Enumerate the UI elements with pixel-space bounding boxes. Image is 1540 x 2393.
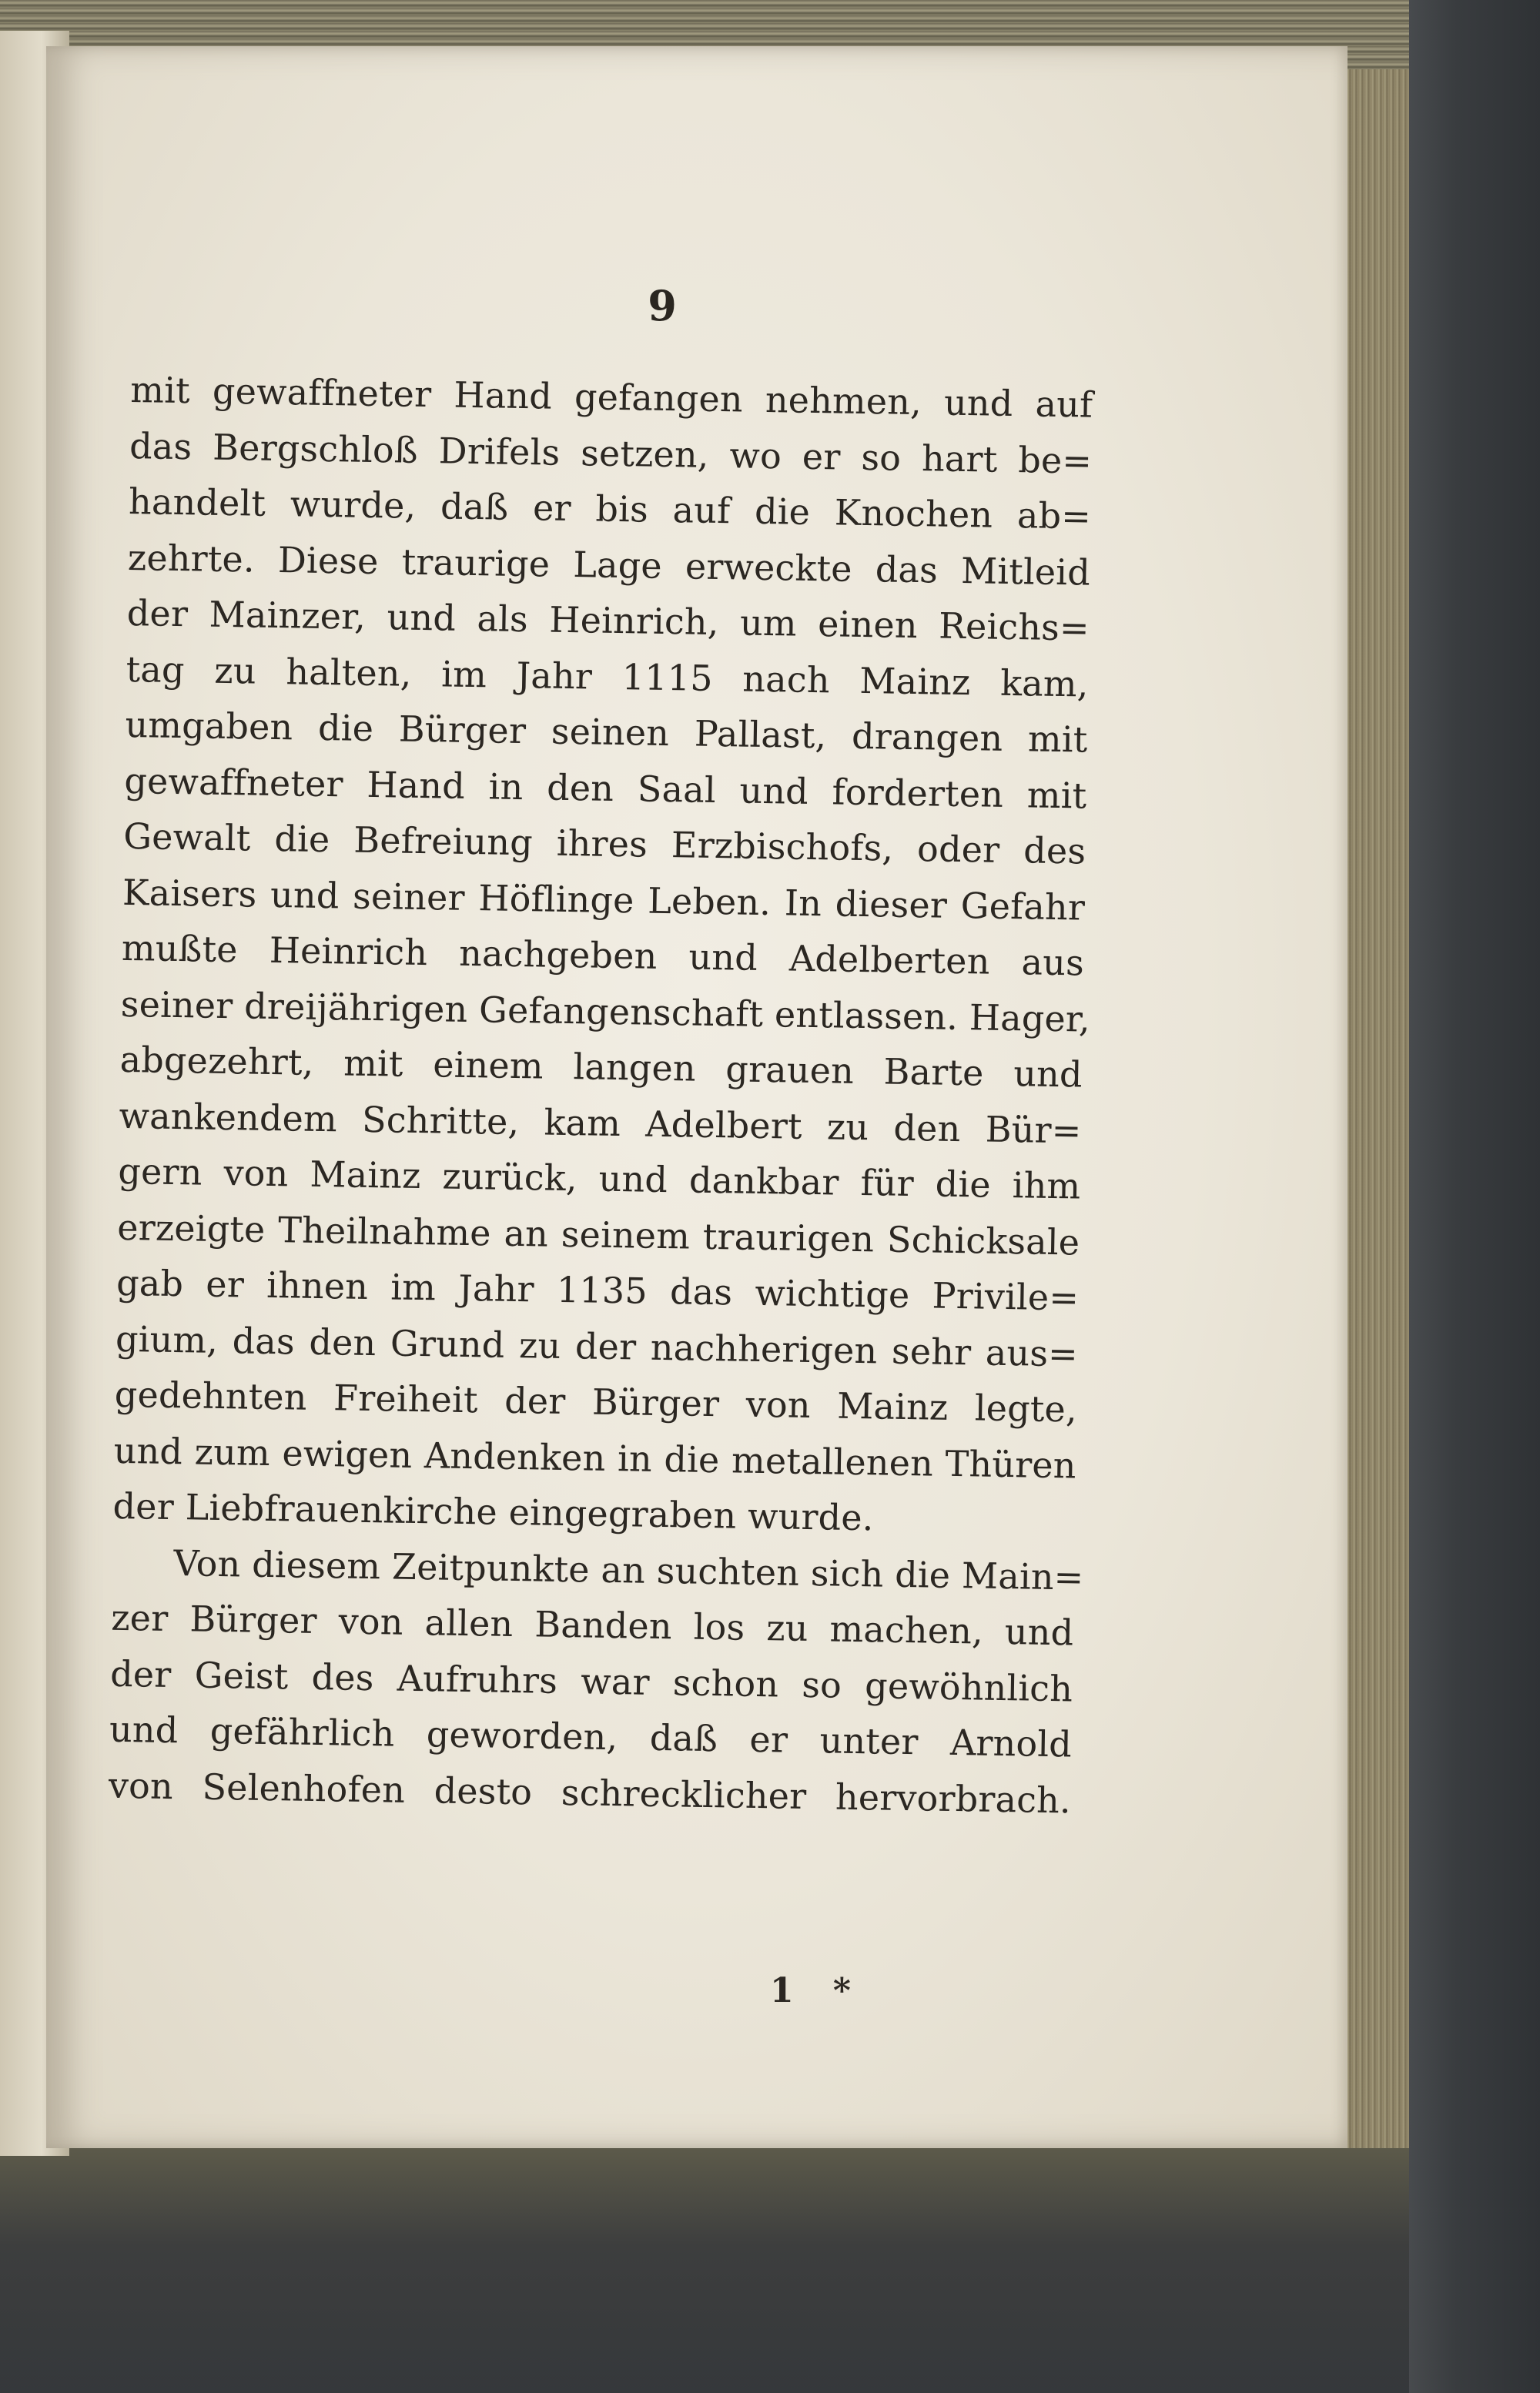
text-line: umgaben die Bürger seinen Pallast, drangen mit [125,703,1088,761]
text-line: und gefährlich geworden, daß er unter Arnold [109,1708,1073,1765]
book-bottom-edge [0,2148,1409,2393]
text-line: Von diesem Zeitpunkte an suchten sich die Main= [173,1541,1084,1598]
text-line: gedehnten Freiheit der Bürger von Mainz legte, [114,1373,1078,1431]
text-line: das Bergschloß Drifels setzen, wo er so hart be= [129,424,1093,482]
text-line: der Liebfrauenkirche eingegraben wurde. [112,1484,874,1539]
text-line: Gewalt die Befreiung ihres Erzbischofs, oder des [122,815,1086,872]
text-line: von Selenhofen desto schrecklicher hervorbrach. [108,1764,1072,1821]
text-line: zehrte. Diese traurige Lage erweckte das Mitleid [127,536,1091,594]
signature-mark: 1 * [770,1971,865,2010]
text-line: wankendem Schritte, kam Adelbert zu den Bür= [119,1094,1082,1152]
backdrop [1401,0,1540,2393]
text-line: gium, das den Grund zu der nachherigen sehr aus= [115,1317,1079,1374]
text-line: gewaffneter Hand in den Saal und forderten mit [124,759,1087,817]
book-page [46,46,1348,2148]
text-line: Kaisers und seiner Höflinge Leben. In dieser Gefahr [122,871,1086,929]
text-line: handelt wurde, daß er bis auf die Knochen ab= [128,480,1092,537]
text-line: mußte Heinrich nachgeben und Adelberten aus [121,926,1085,984]
text-line: und zum ewigen Andenken in die metallenen Thüren [113,1429,1077,1486]
page-number: 9 [648,281,677,330]
text-line: der Geist des Aufruhrs war schon so gewöhnlich [109,1652,1073,1709]
text-line: erzeigte Theilnahme an seinem traurigen Schicksale [116,1206,1080,1263]
text-line: seiner dreijährigen Gefangenschaft entlassen. Hager, [120,982,1091,1040]
text-line: mit gewaffneter Hand gefangen nehmen, und auf [130,368,1093,426]
body-text [108,362,1093,1828]
text-line: tag zu halten, im Jahr 1115 nach Mainz kam, [126,648,1090,705]
text-line: abgezehrt, mit einem langen grauen Barte und [119,1038,1083,1096]
text-line: zer Bürger von allen Banden los zu machen, und [110,1596,1074,1654]
text-line: gab er ihnen im Jahr 1135 das wichtige Privile= [116,1261,1080,1319]
text-line: gern von Mainz zurück, und dankbar für die ihm [118,1150,1081,1207]
text-line: der Mainzer, und als Heinrich, um einen Reichs= [126,591,1090,649]
